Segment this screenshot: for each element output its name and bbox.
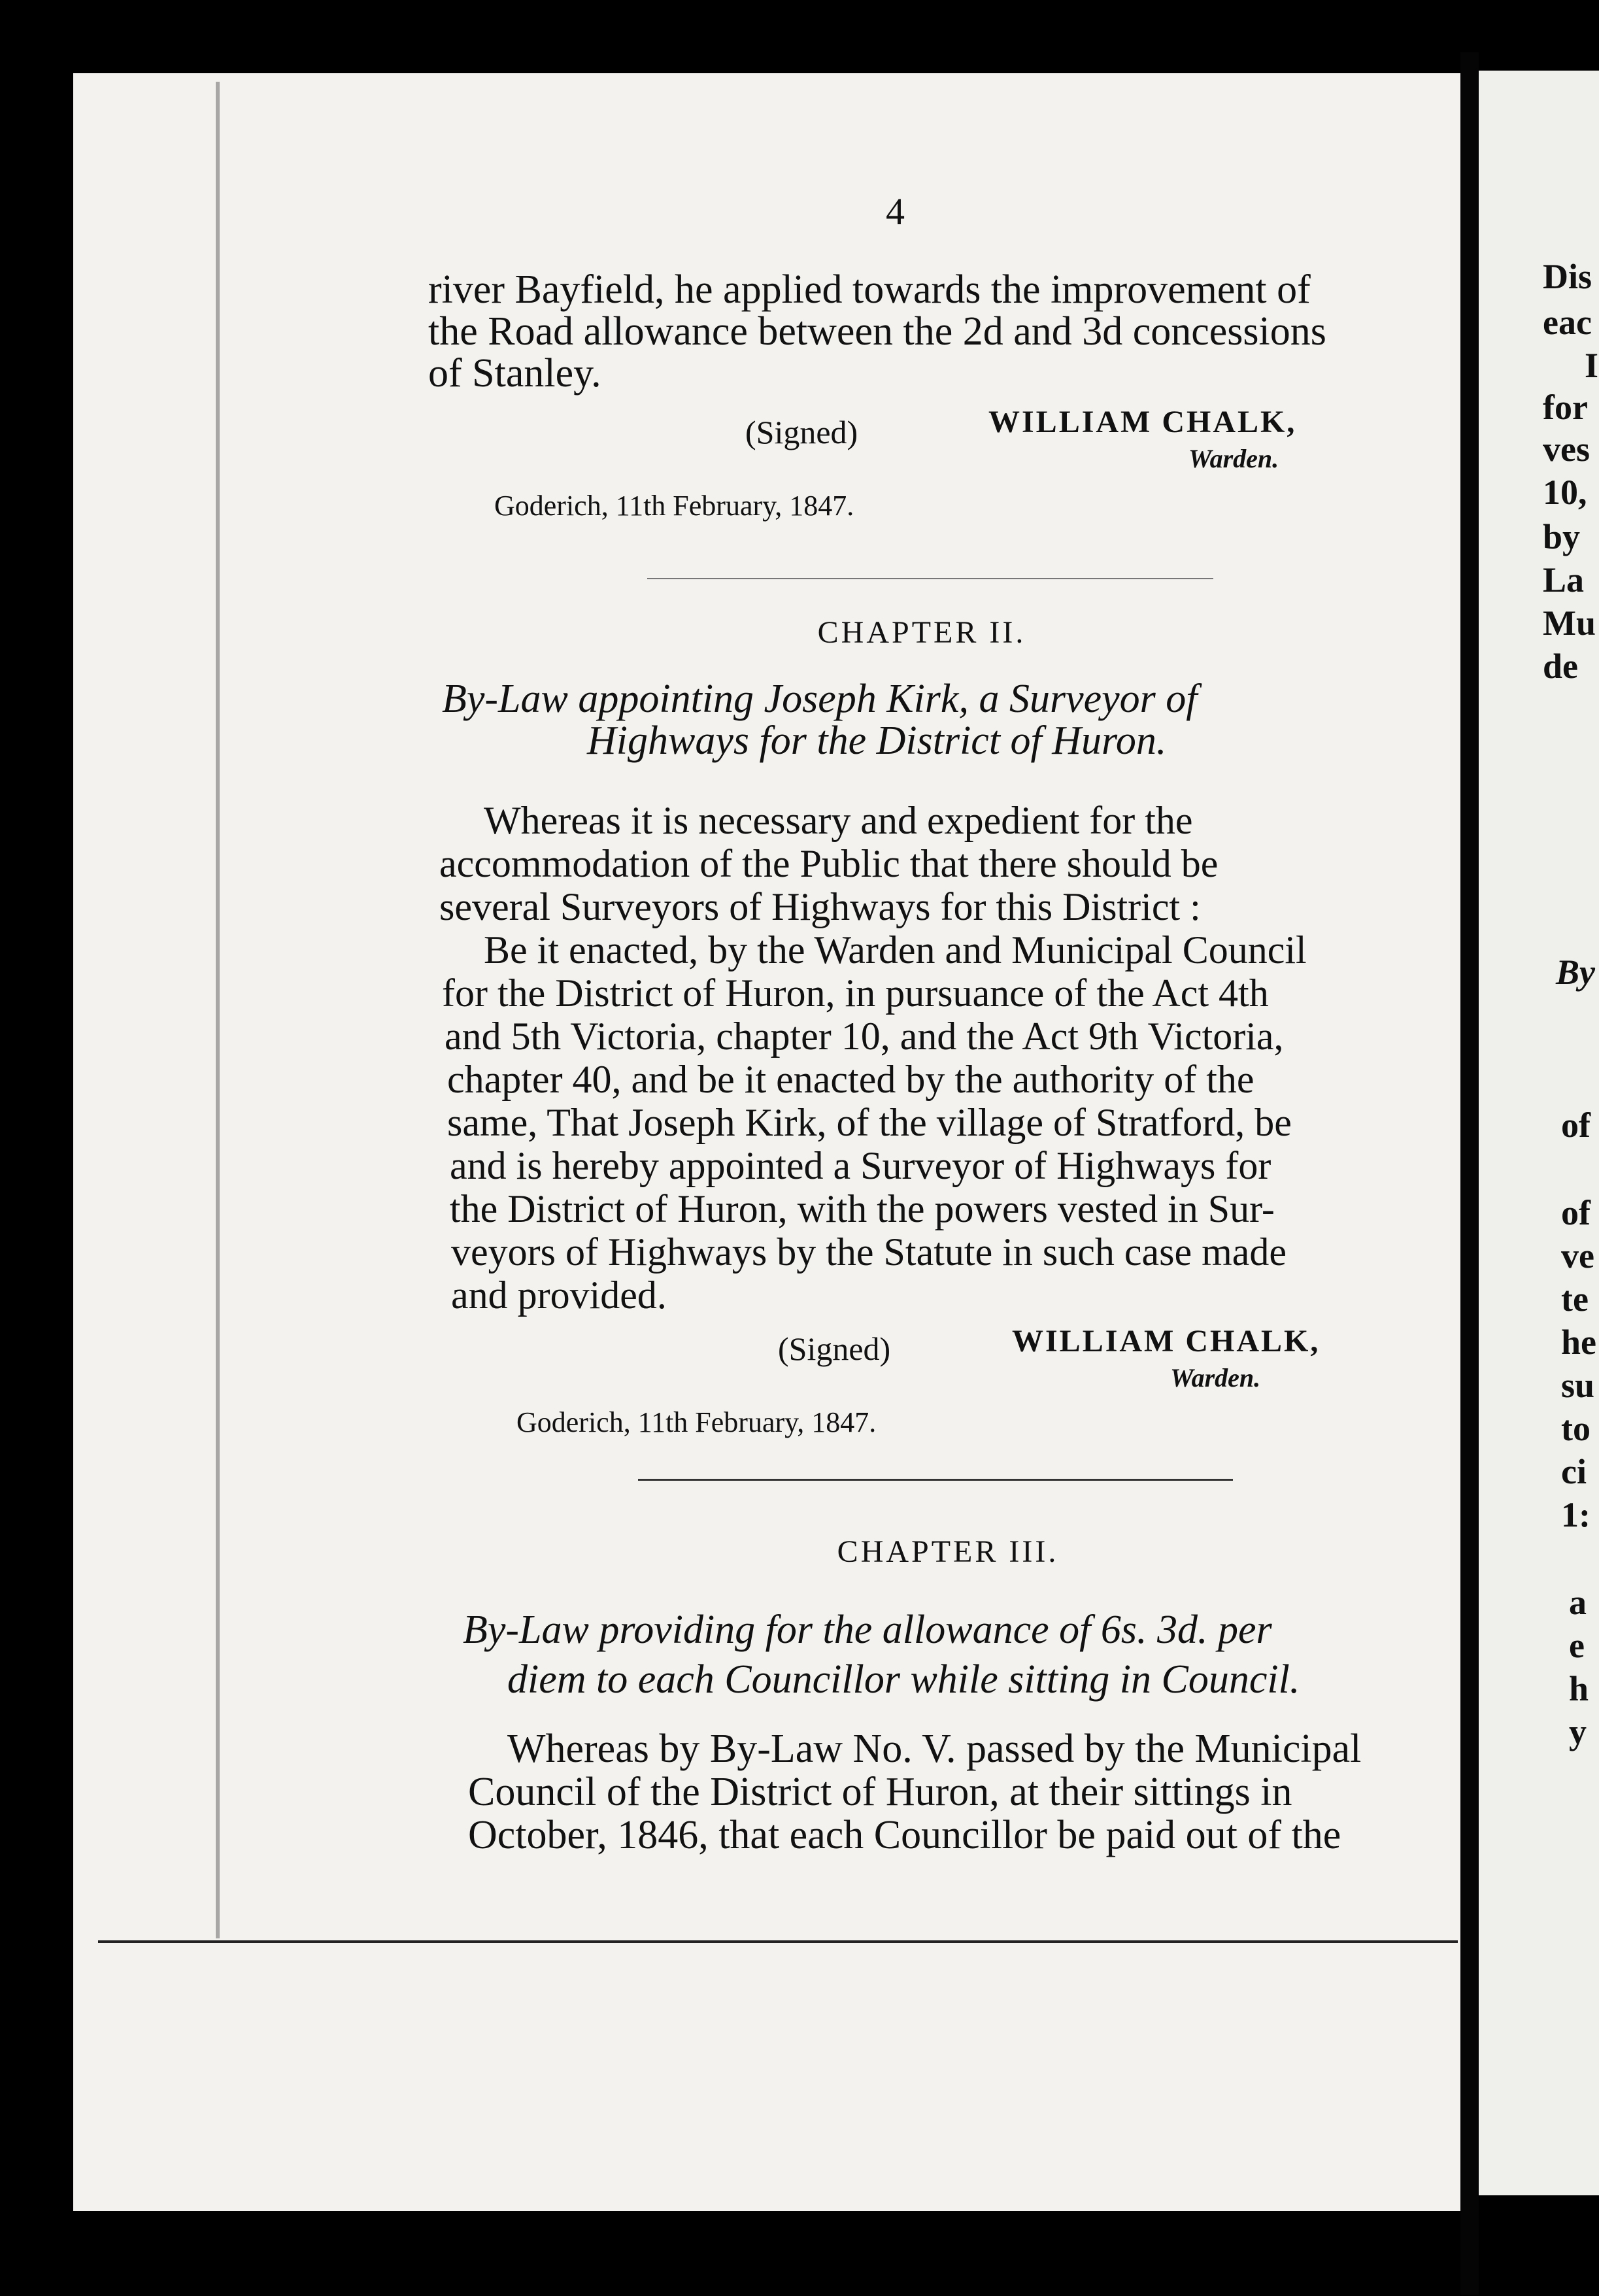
chapter-3-heading: CHAPTER III. bbox=[837, 1534, 1059, 1569]
date-line-2: Goderich, 11th February, 1847. bbox=[516, 1406, 877, 1438]
chapter-2-body-line-2: accommodation of the Public that there should be bbox=[439, 842, 1219, 885]
chapter-2-body-line-11: veyors of Highways by the Statute in such case made bbox=[451, 1230, 1287, 1274]
date-line-1: Goderich, 11th February, 1847. bbox=[494, 490, 854, 522]
facing-fragment: a bbox=[1569, 1583, 1587, 1622]
section-rule-1 bbox=[647, 578, 1213, 579]
chapter-2-body-line-5: for the District of Huron, in pursuance of the Act 4th bbox=[442, 971, 1269, 1015]
bottom-rule bbox=[98, 1940, 1458, 1943]
chapter-2-body-line-8: same, That Joseph Kirk, of the village of Stratford, be bbox=[447, 1101, 1292, 1144]
facing-fragment: 1: bbox=[1561, 1495, 1591, 1534]
facing-fragment: h bbox=[1569, 1669, 1589, 1708]
binding-shadow bbox=[216, 82, 220, 1938]
warden-name-2: WILLIAM CHALK, bbox=[1012, 1324, 1321, 1359]
warden-title-2: Warden. bbox=[1170, 1363, 1261, 1393]
chapter-2-title-line-2: Highways for the District of Huron. bbox=[587, 718, 1167, 763]
facing-fragment: La bbox=[1543, 560, 1585, 599]
chapter-2-body-line-7: chapter 40, and be it enacted by the authority of the bbox=[447, 1058, 1254, 1101]
facing-fragment: ci bbox=[1561, 1452, 1587, 1491]
intro-line-1: river Bayfield, he applied towards the improvement of bbox=[428, 267, 1311, 312]
signed-label-1: (Signed) bbox=[745, 414, 858, 450]
facing-fragment: I bbox=[1585, 346, 1599, 385]
facing-fragment: to bbox=[1561, 1409, 1591, 1448]
chapter-3-body-line-3: October, 1846, that each Councillor be paid out of the bbox=[468, 1813, 1341, 1857]
page-number: 4 bbox=[886, 190, 905, 233]
facing-fragment: de bbox=[1543, 647, 1578, 686]
facing-fragment: ves bbox=[1543, 430, 1590, 469]
facing-fragment: of bbox=[1561, 1106, 1591, 1145]
chapter-2-body-line-1: Whereas it is necessary and expedient for the bbox=[484, 799, 1193, 842]
intro-line-3: of Stanley. bbox=[428, 351, 601, 396]
chapter-3-title-line-2: diem to each Councillor while sitting in Council. bbox=[507, 1657, 1300, 1702]
chapter-2-body-line-3: several Surveyors of Highways for this District : bbox=[439, 885, 1201, 928]
chapter-3-body-line-2: Council of the District of Huron, at their sittings in bbox=[468, 1770, 1292, 1814]
signed-label-2: (Signed) bbox=[778, 1330, 891, 1367]
page-gutter bbox=[1460, 52, 1479, 2295]
chapter-3-title-line-1: By-Law providing for the allowance of 6s. 3d. per bbox=[463, 1608, 1272, 1652]
facing-fragment: Mu bbox=[1543, 603, 1596, 643]
facing-fragment: eac bbox=[1543, 303, 1592, 342]
facing-fragment: for bbox=[1543, 388, 1588, 427]
facing-fragment: by bbox=[1543, 517, 1581, 556]
facing-fragment: e bbox=[1569, 1626, 1585, 1665]
chapter-2-title-line-1: By-Law appointing Joseph Kirk, a Surveyor of bbox=[442, 677, 1198, 721]
warden-name-1: WILLIAM CHALK, bbox=[988, 405, 1297, 439]
facing-fragment: Dis bbox=[1543, 257, 1592, 296]
facing-fragment: su bbox=[1561, 1366, 1595, 1405]
facing-fragment: he bbox=[1561, 1323, 1596, 1362]
facing-fragment: By bbox=[1556, 953, 1595, 992]
facing-fragment: ve bbox=[1561, 1236, 1594, 1275]
section-rule-2 bbox=[638, 1479, 1233, 1481]
facing-fragment: y bbox=[1569, 1712, 1587, 1751]
facing-fragment: of bbox=[1561, 1193, 1591, 1232]
intro-line-2: the Road allowance between the 2d and 3d concessions bbox=[428, 309, 1326, 354]
chapter-2-body-line-10: the District of Huron, with the powers vested in Sur- bbox=[450, 1187, 1275, 1230]
facing-fragment: te bbox=[1561, 1279, 1589, 1319]
chapter-2-body-line-12: and provided. bbox=[451, 1274, 667, 1317]
warden-title-1: Warden. bbox=[1188, 444, 1279, 473]
facing-fragment: 10, bbox=[1543, 473, 1587, 512]
chapter-2-body-line-6: and 5th Victoria, chapter 10, and the Act 9th Victoria, bbox=[445, 1015, 1284, 1058]
chapter-2-heading: CHAPTER II. bbox=[817, 615, 1026, 650]
chapter-3-body-line-1: Whereas by By-Law No. V. passed by the Municipal bbox=[507, 1727, 1362, 1771]
chapter-2-body-line-4: Be it enacted, by the Warden and Municipal Council bbox=[484, 928, 1307, 971]
chapter-2-body-line-9: and is hereby appointed a Surveyor of Highways for bbox=[450, 1144, 1271, 1187]
